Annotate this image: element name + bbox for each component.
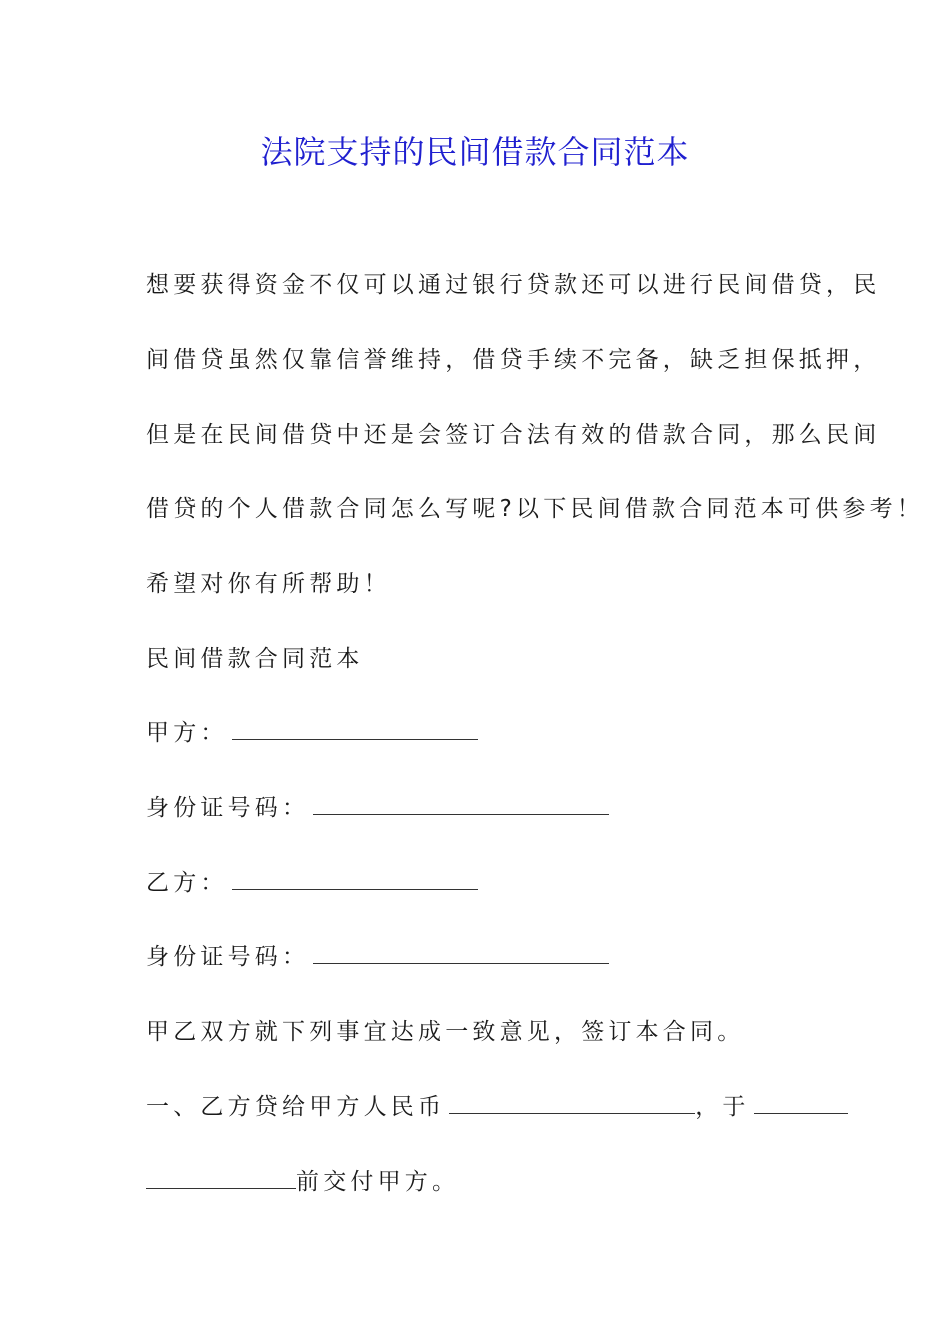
clause-1-continued-row	[146, 1165, 459, 1199]
clause-1-middle: ，于	[695, 1094, 750, 1120]
party-a-row	[146, 716, 478, 750]
intro-line-5: 希望对你有所帮助！	[146, 571, 391, 597]
clause-1-amount-blank	[449, 1091, 695, 1114]
party-b-row	[146, 866, 478, 900]
party-b-id-blank	[313, 941, 609, 964]
party-b-id-label: 身份证号码：	[146, 944, 310, 970]
party-a-id-blank	[313, 792, 609, 815]
party-b-label: 乙方：	[146, 870, 228, 896]
party-a-blank	[232, 717, 478, 740]
clause-1-suffix: 前交付甲方。	[296, 1169, 460, 1195]
party-b-blank	[232, 867, 478, 890]
document-title: 法院支持的民间借款合同范本	[260, 133, 690, 171]
party-a-label: 甲方：	[146, 720, 228, 746]
contract-heading: 民间借款合同范本	[146, 646, 364, 672]
party-a-id-label: 身份证号码：	[146, 795, 310, 821]
intro-line-3: 但是在民间借贷中还是会签订合法有效的借款合同，那么民间	[146, 422, 881, 448]
intro-line-4: 借贷的个人借款合同怎么写呢?以下民间借款合同范本可供参考！	[146, 496, 925, 522]
clause-1-date-blank	[754, 1091, 848, 1114]
agreement-statement: 甲乙双方就下列事宜达成一致意见，签订本合同。	[146, 1019, 745, 1045]
party-b-id-row	[146, 940, 609, 974]
intro-line-1: 想要获得资金不仅可以通过银行贷款还可以进行民间借贷，民	[146, 272, 881, 298]
clause-1-date-blank-continued	[146, 1166, 296, 1189]
intro-line-2: 间借贷虽然仅靠信誉维持，借贷手续不完备，缺乏担保抵押，	[146, 347, 881, 373]
clause-1-row	[146, 1090, 848, 1124]
party-a-id-row	[146, 791, 609, 825]
clause-1-prefix: 一、乙方贷给甲方人民币	[146, 1094, 446, 1120]
